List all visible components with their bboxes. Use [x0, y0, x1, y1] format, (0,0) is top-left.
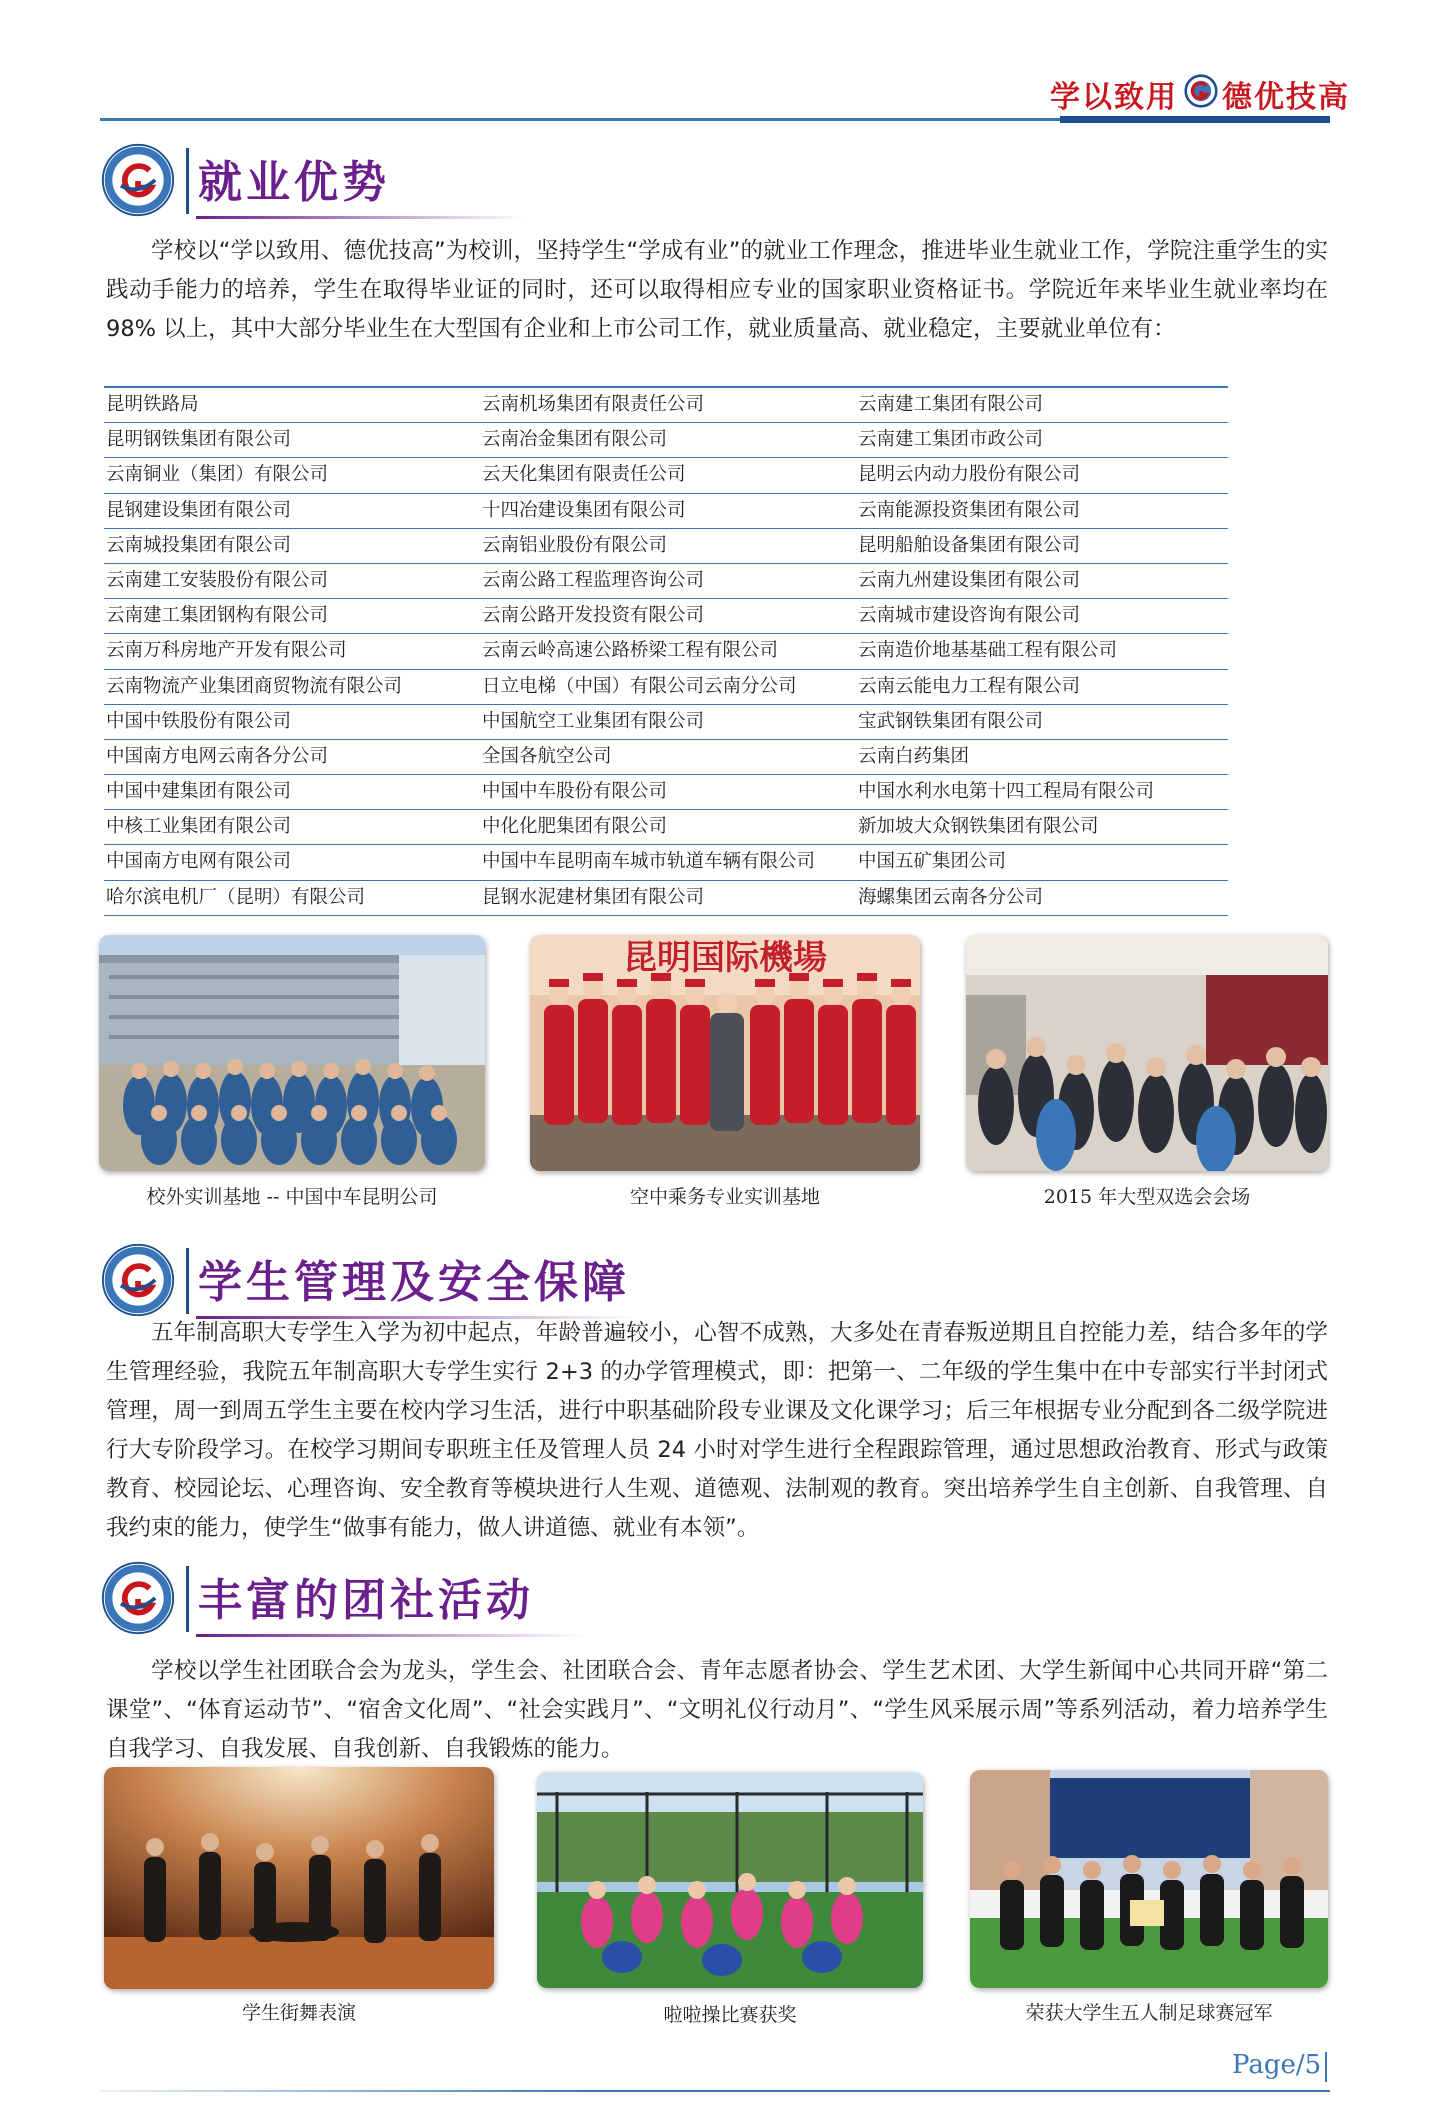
table-cell: 云南白药集团: [858, 745, 970, 767]
table-cell: 海螺集团云南各分公司: [858, 886, 1044, 908]
header-motto-left: 学以致用: [1050, 80, 1178, 115]
activities-heading: [100, 1560, 640, 1640]
table-cell: 云南铝业股份有限公司: [482, 534, 668, 556]
table-row: [104, 881, 1228, 916]
activities-paragraph: 学校以学生社团联合会为龙头，学生会、社团联合会、青年志愿者协会、学生艺术团、大学生新闻中心共同开辟“第二课堂”、“体育运动节”、“宿舍文化周”、“社会实践月”、“文明礼仪行动月”、“学生风采展示周”等系列活动，着力培养学生自我学习、自我发展、自我创新、自我锻炼的能力。: [106, 1658, 1328, 1762]
table-cell: 中国中建集团有限公司: [106, 781, 292, 803]
table-row: [104, 599, 1228, 634]
table-cell: 昆明船舶设备集团有限公司: [858, 534, 1081, 556]
page-header: [0, 0, 1431, 132]
table-cell: 云南城市建设咨询有限公司: [858, 605, 1081, 627]
photo-sign-text: 昆明国际機場: [623, 938, 827, 978]
table-cell: 昆钢水泥建材集团有限公司: [482, 886, 705, 908]
page-number-divider: [1325, 2052, 1327, 2082]
photo-cheerleading: [537, 1772, 923, 1988]
table-row: [104, 529, 1228, 564]
table-cell: 云南建工集团有限公司: [858, 394, 1044, 415]
table-cell: 云南能源投资集团有限公司: [858, 499, 1081, 521]
factory-team-image: [99, 935, 485, 1171]
table-cell: 昆明云内动力股份有限公司: [858, 464, 1081, 486]
table-cell: 中国南方电网有限公司: [106, 851, 292, 873]
table-row: [104, 670, 1228, 705]
photo-flight-attendant-base: [530, 935, 920, 1171]
table-cell: 云南万科房地产开发有限公司: [106, 640, 347, 662]
table-cell: 中国航空工业集团有限公司: [482, 710, 705, 732]
table-row: [104, 634, 1228, 669]
header-rule: [100, 118, 1060, 121]
header-motto-right: 德优技高: [1222, 80, 1350, 115]
table-row: [104, 388, 1228, 423]
section-title: 就业优势: [198, 157, 390, 208]
table-cell: 云南公路工程监理咨询公司: [482, 569, 705, 591]
employment-paragraph: 学校以“学以致用、德优技高”为校训，坚持学生“学成有业”的就业工作理念，推进毕业生就业工作，学院注重学生的实践动手能力的培养，学生在取得毕业证的同时，还可以取得相应专业的国家职业资格证书。学院近年来毕业生就业率均在 98% 以上，其中大部分毕业生在大型国有企业和上市公司工作，就业质量高、就业稳定，主要就业单位有：: [106, 238, 1328, 342]
table-cell: 中国南方电网云南各分公司: [106, 745, 329, 767]
table-row: [104, 494, 1228, 529]
school-emblem-icon: [100, 1560, 176, 1636]
photo-crrc-training-base: [99, 935, 485, 1171]
photo-caption: 空中乘务专业实训基地: [629, 1186, 820, 1208]
table-row: [104, 564, 1228, 599]
photo-football-champions: [970, 1770, 1328, 1988]
table-cell: 昆钢建设集团有限公司: [106, 499, 292, 521]
footer-rule: [100, 2090, 1330, 2092]
table-row: [104, 740, 1228, 775]
table-cell: 云南机场集团有限责任公司: [482, 394, 705, 415]
table-cell: 新加坡大众钢铁集团有限公司: [858, 816, 1099, 838]
photo-caption: 啦啦操比赛获奖: [663, 2004, 797, 2026]
school-emblem-icon: [100, 142, 176, 218]
cheerleading-image: [537, 1772, 923, 1988]
table-cell: 云南城投集团有限公司: [106, 534, 292, 556]
table-cell: 云南建工集团市政公司: [858, 429, 1044, 451]
photo-street-dance: [104, 1767, 494, 1989]
heading-underline: [196, 216, 526, 219]
table-cell: 宝武钢铁集团有限公司: [858, 710, 1044, 732]
table-cell: 云南铜业（集团）有限公司: [106, 464, 329, 486]
table-row: [104, 705, 1228, 740]
table-cell: 云南建工安装股份有限公司: [106, 569, 329, 591]
table-cell: 全国各航空公司: [482, 745, 612, 767]
table-cell: 云天化集团有限责任公司: [482, 464, 686, 486]
table-cell: 昆明钢铁集团有限公司: [106, 429, 292, 451]
table-cell: 云南建工集团钢构有限公司: [106, 605, 329, 627]
table-cell: 云南云岭高速公路桥梁工程有限公司: [482, 640, 779, 662]
heading-divider: [186, 1566, 189, 1632]
table-cell: 中化化肥集团有限公司: [482, 816, 668, 838]
heading-divider: [186, 1248, 189, 1314]
school-emblem-icon: [100, 1242, 176, 1318]
photo-caption: 校外实训基地 -- 中国中车昆明公司: [146, 1186, 438, 1208]
football-team-image: [970, 1770, 1328, 1988]
table-cell: 云南冶金集团有限公司: [482, 429, 668, 451]
job-fair-image: [966, 935, 1328, 1171]
table-cell: 中国中车昆明南车城市轨道车辆有限公司: [482, 851, 816, 873]
table-row: [104, 845, 1228, 880]
table-cell: 哈尔滨电机厂（昆明）有限公司: [106, 886, 366, 908]
street-dance-image: [104, 1767, 494, 1989]
management-heading: [100, 1242, 640, 1322]
table-cell: 云南造价地基基础工程有限公司: [858, 640, 1118, 662]
photo-caption: 2015 年大型双选会会场: [1043, 1186, 1251, 1208]
employment-heading: [100, 142, 640, 222]
heading-divider: [186, 148, 189, 214]
table-row: [104, 423, 1228, 458]
photo-job-fair: [966, 935, 1328, 1171]
table-cell: 中国水利水电第十四工程局有限公司: [858, 781, 1155, 803]
employer-table: [104, 386, 1228, 916]
table-cell: 云南公路开发投资有限公司: [482, 605, 705, 627]
table-row: [104, 775, 1228, 810]
table-cell: 日立电梯（中国）有限公司云南分公司: [482, 675, 797, 697]
flight-attendants-image: [530, 935, 920, 1171]
photo-caption: 学生街舞表演: [241, 2002, 356, 2024]
table-cell: 中国五矿集团公司: [858, 851, 1007, 873]
table-row: [104, 458, 1228, 493]
table-cell: 中国中车股份有限公司: [482, 781, 668, 803]
section-title: 学生管理及安全保障: [198, 1257, 630, 1308]
section-title: 丰富的团社活动: [198, 1575, 534, 1626]
table-cell: 中核工业集团有限公司: [106, 816, 292, 838]
table-cell: 云南物流产业集团商贸物流有限公司: [106, 675, 403, 697]
school-logo-icon: [1184, 74, 1218, 108]
management-paragraph: 五年制高职大专学生入学为初中起点，年龄普遍较小，心智不成熟，大多处在青春叛逆期且自控能力差，结合多年的学生管理经验，我院五年制高职大专学生实行 2+3 的办学管理模式，即：把第一、二年级的学生集中在中专部实行半封闭式管理，周一到周五学生主要在校内学习生活，进行中职基础阶段专业课及文化课学习；后三年根据专业分配到各二级学院进行大专阶段学习。在校学习期间专职班主任及管理人员 24 小时对学生进行全程跟踪管理，通过思想政治教育、形式与政策教育、校园论坛、心理咨询、安全教育等模块进行人生观、道德观、法制观的教育。突出培养学生自主创新、自我管理、自我约束的能力，使学生“做事有能力，做人讲道德、就业有本领”。: [106, 1320, 1328, 1541]
table-cell: 云南云能电力工程有限公司: [858, 675, 1081, 697]
header-rule-accent: [1060, 116, 1330, 123]
heading-underline: [196, 1634, 586, 1637]
photo-caption: 荣获大学生五人制足球赛冠军: [1025, 2002, 1273, 2024]
table-cell: 十四冶建设集团有限公司: [482, 499, 686, 521]
page-number: Page/5: [1232, 2050, 1322, 2080]
table-row: [104, 810, 1228, 845]
table-cell: 昆明铁路局: [106, 394, 199, 415]
table-cell: 云南九州建设集团有限公司: [858, 569, 1081, 591]
table-cell: 中国中铁股份有限公司: [106, 710, 292, 732]
